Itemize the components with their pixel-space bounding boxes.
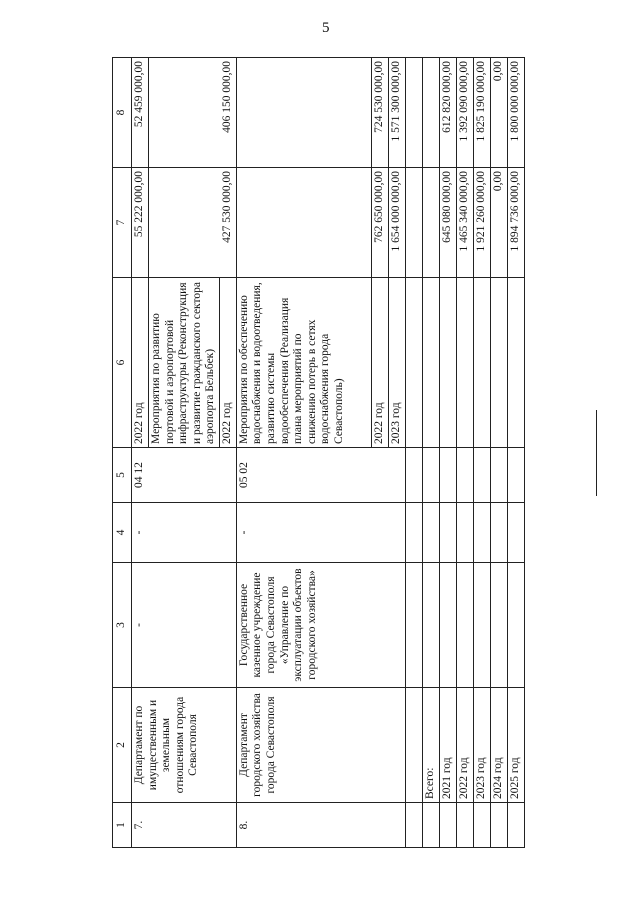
row-number: 8. (236, 803, 405, 848)
measure-cell: Мероприятия по обеспечению водоснабжения и водоотведения, развитию системы водообеспечения (Реализация плана мероприятий по снижению потерь в сетях водоснабжения города Севастополь) (236, 278, 371, 448)
totals-year: 2023 год (473, 688, 490, 803)
totals-year: 2025 год (507, 688, 524, 803)
totals-row (490, 58, 507, 848)
department-cell: Департамент городского хозяйства города Севастополя (236, 688, 405, 803)
rotated-table-container (112, 58, 547, 848)
value-cell-7: 427 530 000,00 (149, 168, 237, 278)
totals-value-8: 1 392 090 000,00 (456, 58, 473, 168)
spacer-row (405, 58, 422, 848)
totals-label-row (422, 58, 439, 848)
header-cell: 8 (113, 58, 132, 168)
institution-cell: Государственное казенное учреждение города Севастополя «Управление по эксплуатации объектов городского хозяйства» (236, 563, 405, 688)
department-cell: Департамент по имущественным и земельным отношениям города Севастополя (132, 688, 237, 803)
totals-value-8: 612 820 000,00 (439, 58, 456, 168)
header-cell: 1 (113, 803, 132, 848)
totals-row (473, 58, 490, 848)
totals-row (439, 58, 456, 848)
header-cell: 6 (113, 278, 132, 448)
table-row (236, 58, 371, 848)
year-cell: 2022 год (219, 278, 236, 448)
totals-value-7: 1 465 340 000,00 (456, 168, 473, 278)
code-cell: 05 02 (236, 448, 405, 503)
budget-table (112, 57, 525, 848)
value-cell-8: 52 459 000,00 (132, 58, 149, 168)
totals-year: 2024 год (490, 688, 507, 803)
header-cell: 3 (113, 563, 132, 688)
row-number: 7. (132, 803, 237, 848)
value-cell-8: 406 150 000,00 (149, 58, 237, 168)
institution-cell: - (132, 563, 237, 688)
margin-rule (596, 410, 597, 496)
year-cell: 2022 год (132, 278, 149, 448)
header-row (113, 58, 132, 848)
table-row (132, 58, 149, 848)
value-cell-8: 724 530 000,00 (371, 58, 388, 168)
totals-year: 2022 год (456, 688, 473, 803)
totals-row (507, 58, 524, 848)
totals-value-8: 1 800 000 000,00 (507, 58, 524, 168)
value-cell-7 (236, 168, 371, 278)
header-cell: 7 (113, 168, 132, 278)
value-cell-8: 1 571 300 000,00 (388, 58, 405, 168)
header-cell: 2 (113, 688, 132, 803)
year-cell: 2022 год (371, 278, 388, 448)
value-cell-7: 1 654 000 000,00 (388, 168, 405, 278)
page-number: 5 (322, 20, 330, 36)
header-cell: 4 (113, 503, 132, 563)
totals-row (456, 58, 473, 848)
totals-value-7: 0,00 (490, 168, 507, 278)
col4-cell: - (236, 503, 405, 563)
code-cell: 04 12 (132, 448, 237, 503)
totals-value-7: 645 080 000,00 (439, 168, 456, 278)
totals-value-7: 1 894 736 000,00 (507, 168, 524, 278)
header-cell: 5 (113, 448, 132, 503)
value-cell-7: 762 650 000,00 (371, 168, 388, 278)
totals-value-8: 0,00 (490, 58, 507, 168)
totals-label: Всего: (422, 688, 439, 803)
year-cell: 2023 год (388, 278, 405, 448)
value-cell-8 (236, 58, 371, 168)
totals-year: 2021 год (439, 688, 456, 803)
col4-cell: - (132, 503, 237, 563)
measure-cell: Мероприятия по развитию портовой и аэропортовой инфраструктуры (Реконструкция и развитие гражданского сектора аэропорта Бельбек) (149, 278, 220, 448)
totals-value-7: 1 921 260 000,00 (473, 168, 490, 278)
totals-value-8: 1 825 190 000,00 (473, 58, 490, 168)
value-cell-7: 55 222 000,00 (132, 168, 149, 278)
